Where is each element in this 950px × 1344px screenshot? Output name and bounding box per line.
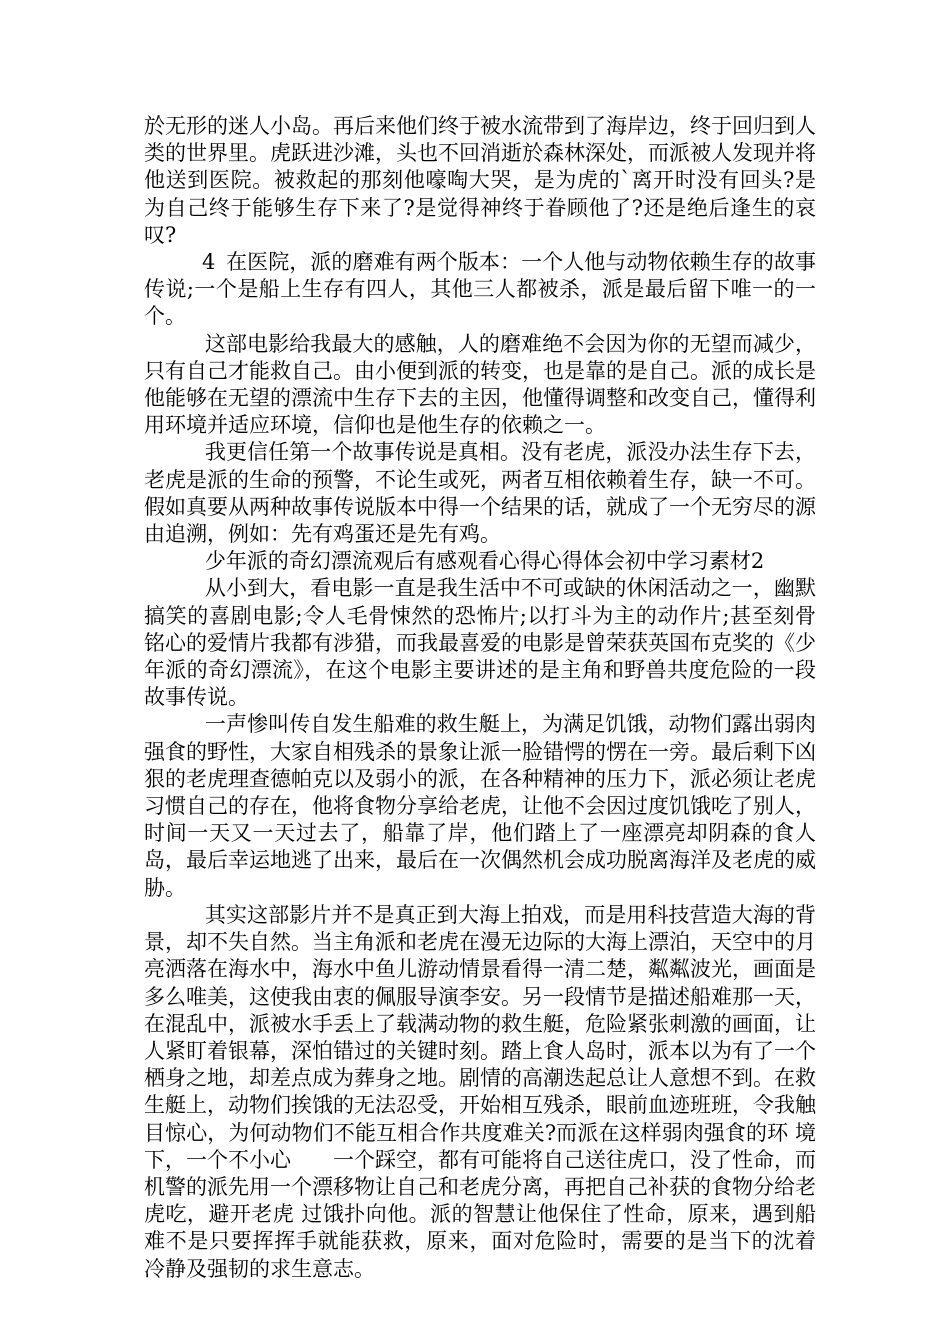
paragraph-4: 我更信任第一个故事传说是真相。没有老虎，派没办法生存下去，老虎是派的生命的预警，不论生或死，两者互相依赖着生存，缺一不可。假如真要从两种故事传说版本中得一个结果的话，就成了一个无穷尽的源由追溯，例如：先有鸡蛋还是先有鸡。 [144, 440, 816, 547]
paragraph-number: 4 [202, 250, 216, 275]
paragraph-2 [144, 249, 816, 331]
paragraph-7: 其实这部影片并不是真正到大海上拍戏，而是用科技营造大海的背景，却不失自然。当主角派和老虎在漫无边际的大海上漂泊，天空中的月亮洒落在海水中，海水中鱼儿游动情景看得一清二楚，粼粼波光，画面是多么唯美，这使我由衷的佩服导演李安。另一段情节是描述船难那一天，在混乱中，派被水手丢上了载满动物的救生艇，危险紧张刺激的画面，让人紧盯着银幕，深怕错过的关键时刻。踏上食人岛时，派本以为有了一个栖身之地，却差点成为葬身之地。剧情的高潮迭起总让人意想不到。在救生艇上，动物们挨饿的无法忍受，开始相互残杀，眼前血迹班班，令我触目惊心，为何动物们不能互相合作共度难关?而派在这样弱肉强食的环 境下，一个不小心 一个踩空，都有可能将自己送往虎口，没了性命，而机警的派先用一个漂移物让自己和老虎分离，再把自己补获的食物分给老虎吃，避开老虎 过饿扑向他。派的智慧让他保住了性命，原来，遇到船难不是只要挥挥手就能获救，原来，面对危险时，需要的是当下的沈着 冷静及强韧的求生意志。 [144, 902, 858, 1281]
paragraph-5: 从小到大，看电影一直是我生活中不可或缺的休闲活动之一，幽默搞笑的喜剧电影;令人毛骨悚然的恐怖片;以打斗为主的动作片;甚至刻骨铭心的爱情片我都有涉猎，而我最喜爱的电影是曾荣获英国布克奖的《少年派的奇幻漂流》，在这个电影主要讲述的是主角和野兽共度危险的一段故事传说。 [144, 576, 816, 710]
paragraph-1: 於无形的迷人小岛。再后来他们终于被水流带到了海岸边，终于回归到人类的世界里。虎跃进沙滩，头也不回消逝於森林深处，而派被人发现并将他送到医院。被救起的那刻他嚎啕大哭，是为虎的`离开时没有回头?是为自己终于能够生存下来了?是觉得神终于眷顾他了?还是绝后逢生的哀叹? [144, 114, 816, 247]
section-title: 少年派的奇幻漂流观后有感观看心得心得体会初中学习素材2 [204, 549, 765, 574]
paragraph-3: 这部电影给我最大的感触，人的磨难绝不会因为你的无望而减少，只有自己才能救自己。由小便到派的转变，也是靠的是自己。派的成长是他能够在无望的漂流中生存下去的主因，他懂得调整和改变自己，懂得利用环境并适应环境，信仰也是他生存的依赖之一。 [144, 331, 816, 438]
paragraph-6: 一声惨叫传自发生船难的救生艇上，为满足饥饿，动物们露出弱肉强食的野性，大家自相残杀的景象让派一脸错愕的愣在一旁。最后剩下凶狠的老虎理查德帕克以及弱小的派，在各种精神的压力下，派必须让老虎习惯自己的存在，他将食物分享给老虎，让他不会因过度饥饿吃了别人，时间一天又一天过去了，船靠了岸，他们踏上了一座漂亮却阴森的食人岛，最后幸运地逃了出来，最后在一次偶然机会成功脱离海洋及老虎的威胁。 [144, 712, 816, 900]
paragraph-2-text: 在医院，派的磨难有两个版本：一个人他与动物依赖生存的故事传说;一个是船上生存有四人，其他三人都被杀，派是最后留下唯一的一个。 [144, 250, 816, 329]
document-body [144, 113, 858, 1283]
